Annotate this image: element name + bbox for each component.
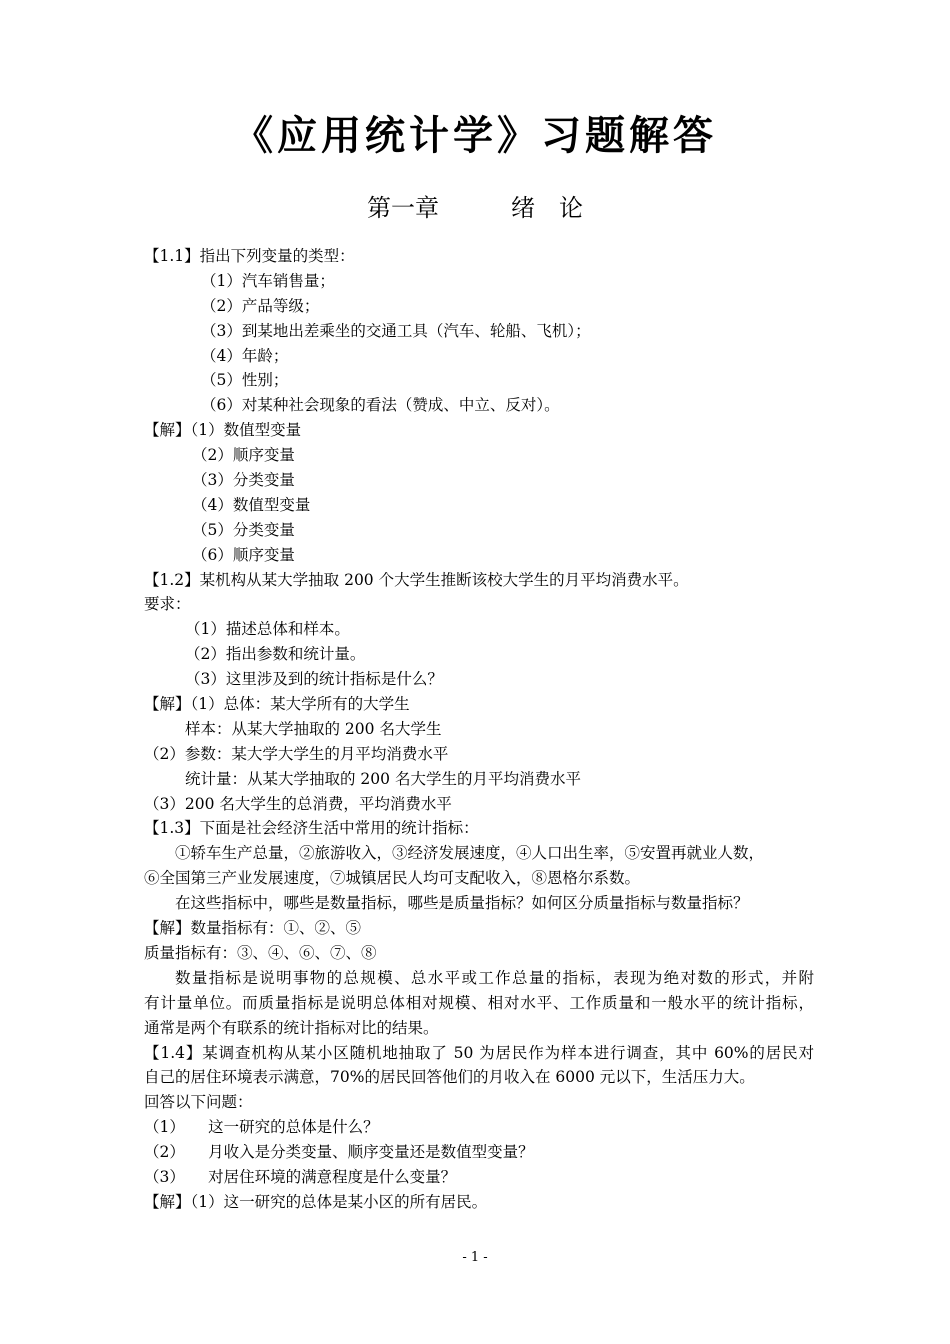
- text-line: 【解】（1）这一研究的总体是某小区的所有居民。: [144, 1192, 488, 1211]
- text-line: 自己的居住环境表示满意，70%的居民回答他们的月收入在 6000 元以下，生活压力大。: [144, 1068, 755, 1087]
- text-line: （1）描述总体和样本。: [185, 620, 350, 639]
- text-line: 有计量单位。而质量指标是说明总体相对规模、相对水平、工作质量和一般水平的统计指标，: [144, 993, 814, 1012]
- text-line: （3） 对居住环境的满意程度是什么变量？: [144, 1167, 457, 1186]
- text-line: （5）分类变量: [192, 520, 295, 539]
- text-line: 通常是两个有联系的统计指标对比的结果。: [144, 1018, 439, 1037]
- text-line: 回答以下问题：: [144, 1093, 253, 1112]
- document-body: [144, 244, 814, 1215]
- page-number: - 1 -: [462, 1250, 488, 1265]
- text-line: 要求：: [144, 595, 191, 614]
- document-title: 《应用统计学》习题解答: [233, 113, 717, 159]
- text-line: 【解】（1）总体：某大学所有的大学生: [144, 695, 410, 714]
- text-line: 【解】数量指标有：①、②、⑤: [144, 919, 362, 938]
- text-line: （1）汽车销售量；: [201, 271, 335, 290]
- text-line: （4）数值型变量: [192, 495, 311, 514]
- text-line: 【1.2】某机构从某大学抽取 200 个大学生推断该校大学生的月平均消费水平。: [144, 570, 689, 589]
- text-line: （6）顺序变量: [192, 545, 295, 564]
- text-line: （2）产品等级；: [201, 296, 320, 315]
- text-line: ⑥全国第三产业发展速度，⑦城镇居民人均可支配收入，⑧恩格尔系数。: [144, 869, 641, 888]
- text-line: 样本：从某大学抽取的 200 名大学生: [185, 719, 442, 738]
- text-line: 【1.4】某调查机构从某小区随机地抽取了 50 为居民作为样本进行调查，其中 60%的居民对: [144, 1043, 814, 1062]
- text-line: （2） 月收入是分类变量、顺序变量还是数值型变量？: [144, 1143, 534, 1162]
- text-line: （3）分类变量: [192, 471, 295, 490]
- text-line: （5）性别；: [201, 371, 289, 390]
- text-line: （4）年龄；: [201, 346, 289, 365]
- text-line: （2）顺序变量: [192, 446, 295, 465]
- text-line: ①轿车生产总量，②旅游收入，③经济发展速度，④人口出生率，⑤安置再就业人数，: [175, 844, 765, 863]
- chapter-heading: 第一章 绪 论: [367, 194, 583, 222]
- text-line: 【解】（1）数值型变量: [144, 421, 302, 440]
- text-line: （6）对某种社会现象的看法（赞成、中立、反对）。: [201, 396, 560, 415]
- text-line: 在这些指标中，哪些是数量指标，哪些是质量指标？如何区分质量指标与数量指标？: [175, 894, 749, 913]
- text-line: （3）200 名大学生的总消费，平均消费水平: [144, 794, 452, 813]
- text-line: 质量指标有：③、④、⑥、⑦、⑧: [144, 943, 377, 962]
- text-line: （2）指出参数和统计量。: [185, 645, 366, 664]
- text-line: 【1.3】下面是社会经济生活中常用的统计指标：: [144, 819, 479, 838]
- text-line: （2）参数：某大学大学生的月平均消费水平: [144, 744, 449, 763]
- text-line: （3）这里涉及到的统计指标是什么？: [185, 670, 443, 689]
- text-line: 数量指标是说明事物的总规模、总水平或工作总量的指标，表现为绝对数的形式，并附: [175, 968, 814, 987]
- text-line: 【1.1】指出下列变量的类型：: [144, 247, 355, 265]
- text-line: （1） 这一研究的总体是什么？: [144, 1118, 379, 1137]
- text-line: 统计量：从某大学抽取的 200 名大学生的月平均消费水平: [185, 769, 581, 788]
- text-line: （3）到某地出差乘坐的交通工具（汽车、轮船、飞机）；: [201, 321, 591, 340]
